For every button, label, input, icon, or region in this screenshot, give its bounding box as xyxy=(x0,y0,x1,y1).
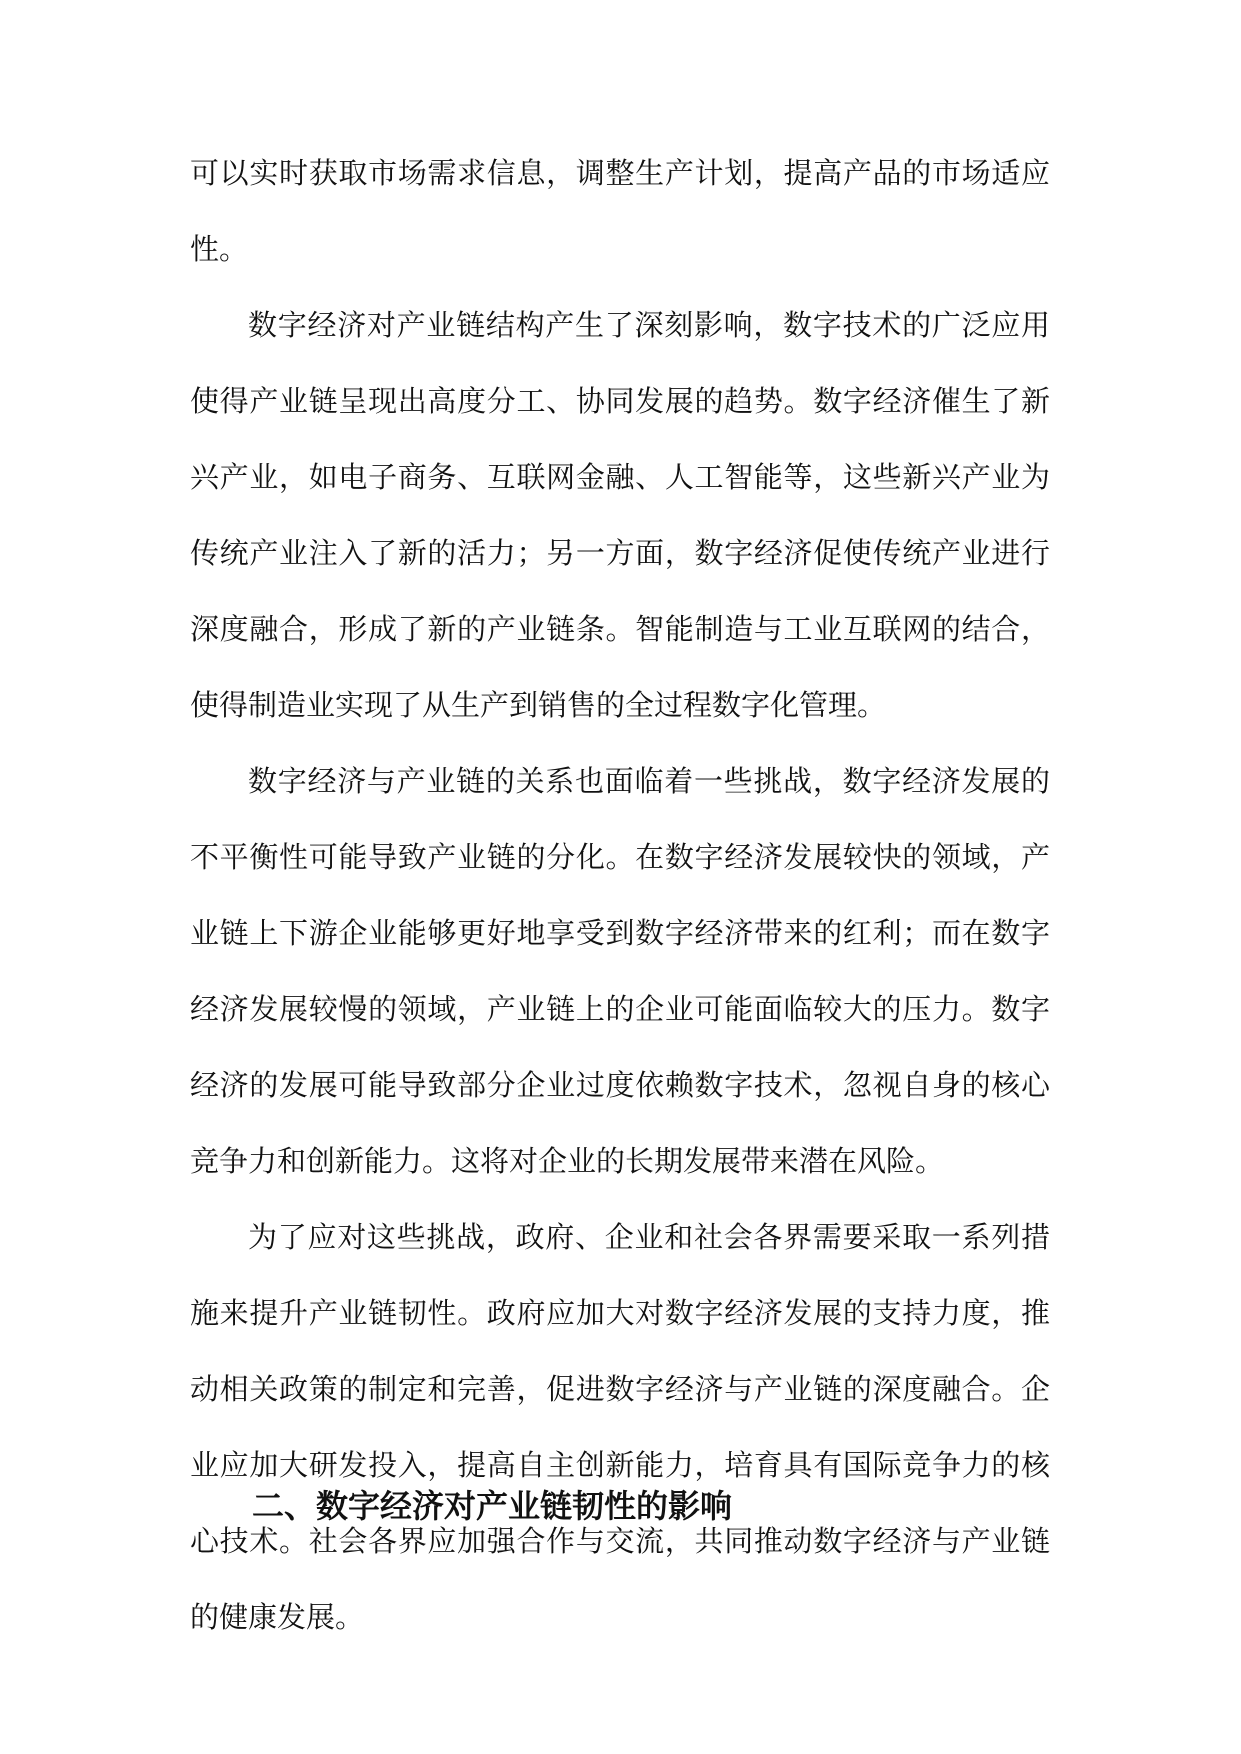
body-text xyxy=(190,135,1050,1655)
paragraph-measures: 为了应对这些挑战，政府、企业和社会各界需要采取一系列措施来提升产业链韧性。政府应加大对数字经济发展的支持力度，推动相关政策的制定和完善，促进数字经济与产业链的深度融合。企业应加大研发投入，提高自主创新能力，培育具有国际竞争力的核心技术。社会各界应加强合作与交流，共同推动数字经济与产业链的健康发展。 xyxy=(190,1220,1050,1634)
section-heading: 二、数字经济对产业链韧性的影响 xyxy=(252,1487,733,1525)
paragraph-challenges: 数字经济与产业链的关系也面临着一些挑战，数字经济发展的不平衡性可能导致产业链的分化。在数字经济发展较快的领域，产业链上下游企业能够更好地享受到数字经济带来的红利；而在数字经济发展较慢的领域，产业链上的企业可能面临较大的压力。数字经济的发展可能导致部分企业过度依赖数字技术，忽视自身的核心竞争力和创新能力。这将对企业的长期发展带来潜在风险。 xyxy=(190,764,1050,1178)
paragraph-industry-structure: 数字经济对产业链结构产生了深刻影响，数字技术的广泛应用使得产业链呈现出高度分工、协同发展的趋势。数字经济催生了新兴产业，如电子商务、互联网金融、人工智能等，这些新兴产业为传统产业注入了新的活力；另一方面，数字经济促使传统产业进行深度融合，形成了新的产业链条。智能制造与工业互联网的结合，使得制造业实现了从生产到销售的全过程数字化管理。 xyxy=(190,308,1050,722)
paragraph-continuation: 可以实时获取市场需求信息，调整生产计划，提高产品的市场适应性。 xyxy=(190,156,1050,266)
